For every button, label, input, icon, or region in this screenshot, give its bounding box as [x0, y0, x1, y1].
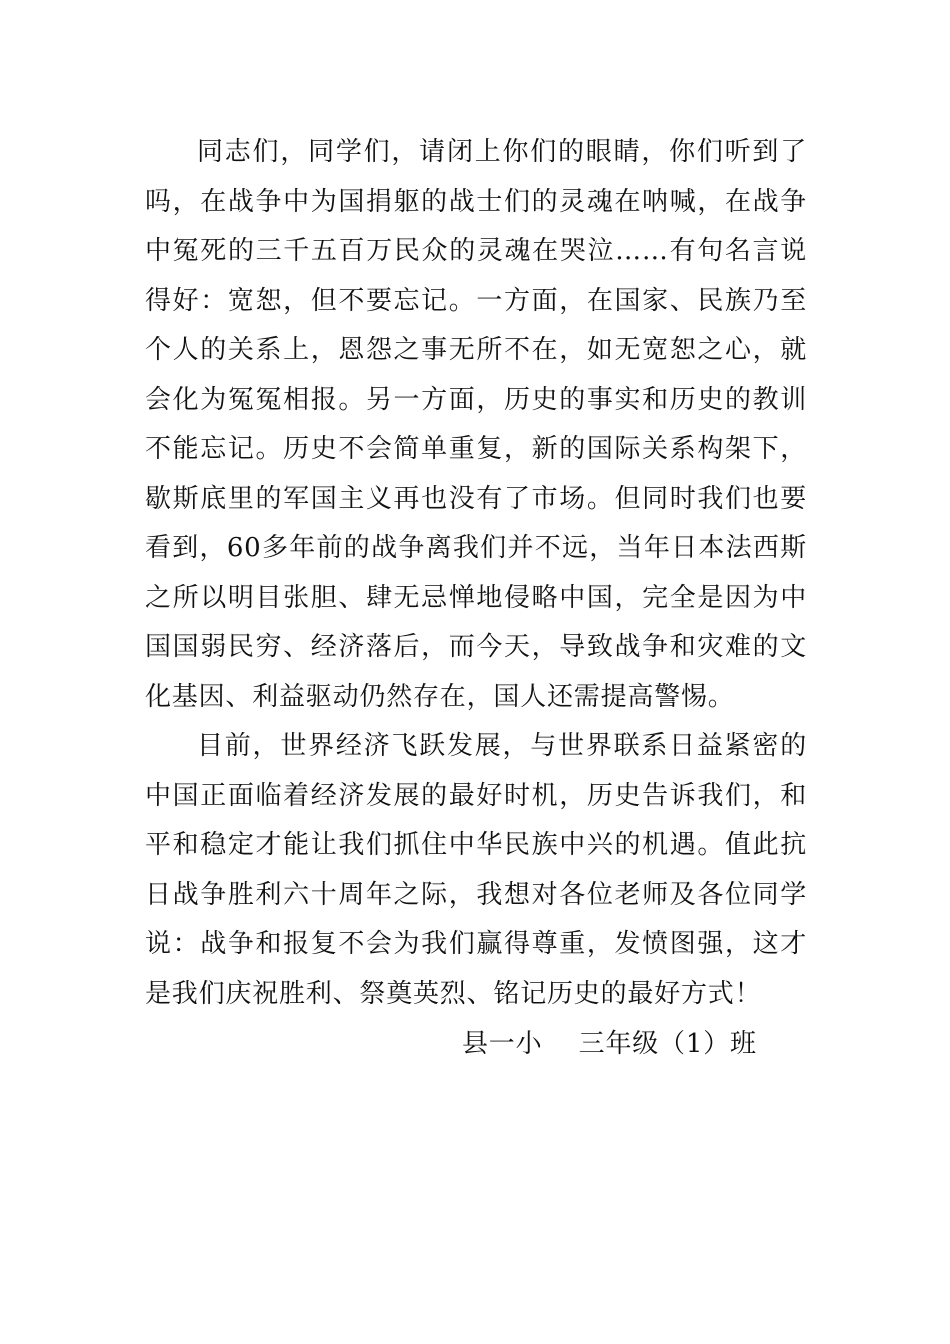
signature-line: 县一小 三年级（1）班	[462, 1029, 757, 1059]
paragraph-2: 目前，世界经济飞跃发展，与世界联系日益紧密的中国正面临着经济发展的最好时机，历史告诉我们，和平和稳定才能让我们抓住中华民族中兴的机遇。值此抗日战争胜利六十周年之际，我想对各位老师及各位同学说：战争和报复不会为我们赢得尊重，发愤图强，这才是我们庆祝胜利、祭奠英烈、铭记历史的最好方式！	[145, 731, 807, 1009]
paragraph-1: 同志们，同学们，请闭上你们的眼睛，你们听到了吗，在战争中为国捐躯的战士们的灵魂在呐喊，在战争中冤死的三千五百万民众的灵魂在哭泣……有句名言说得好：宽恕，但不要忘记。一方面，在国家、民族乃至个人的关系上，恩怨之事无所不在，如无宽恕之心，就会化为冤冤相报。另一方面，历史的事实和历史的教训不能忘记。历史不会简单重复，新的国际关系构架下，歇斯底里的军国主义再也没有了市场。但同时我们也要看到，60多年前的战争离我们并不远，当年日本法西斯之所以明目张胆、肆无忌惮地侵略中国，完全是因为中国国弱民穷、经济落后，而今天，导致战争和灾难的文化基因、利益驱动仍然存在，国人还需提高警惕。	[145, 137, 807, 712]
document-body	[145, 128, 807, 1019]
